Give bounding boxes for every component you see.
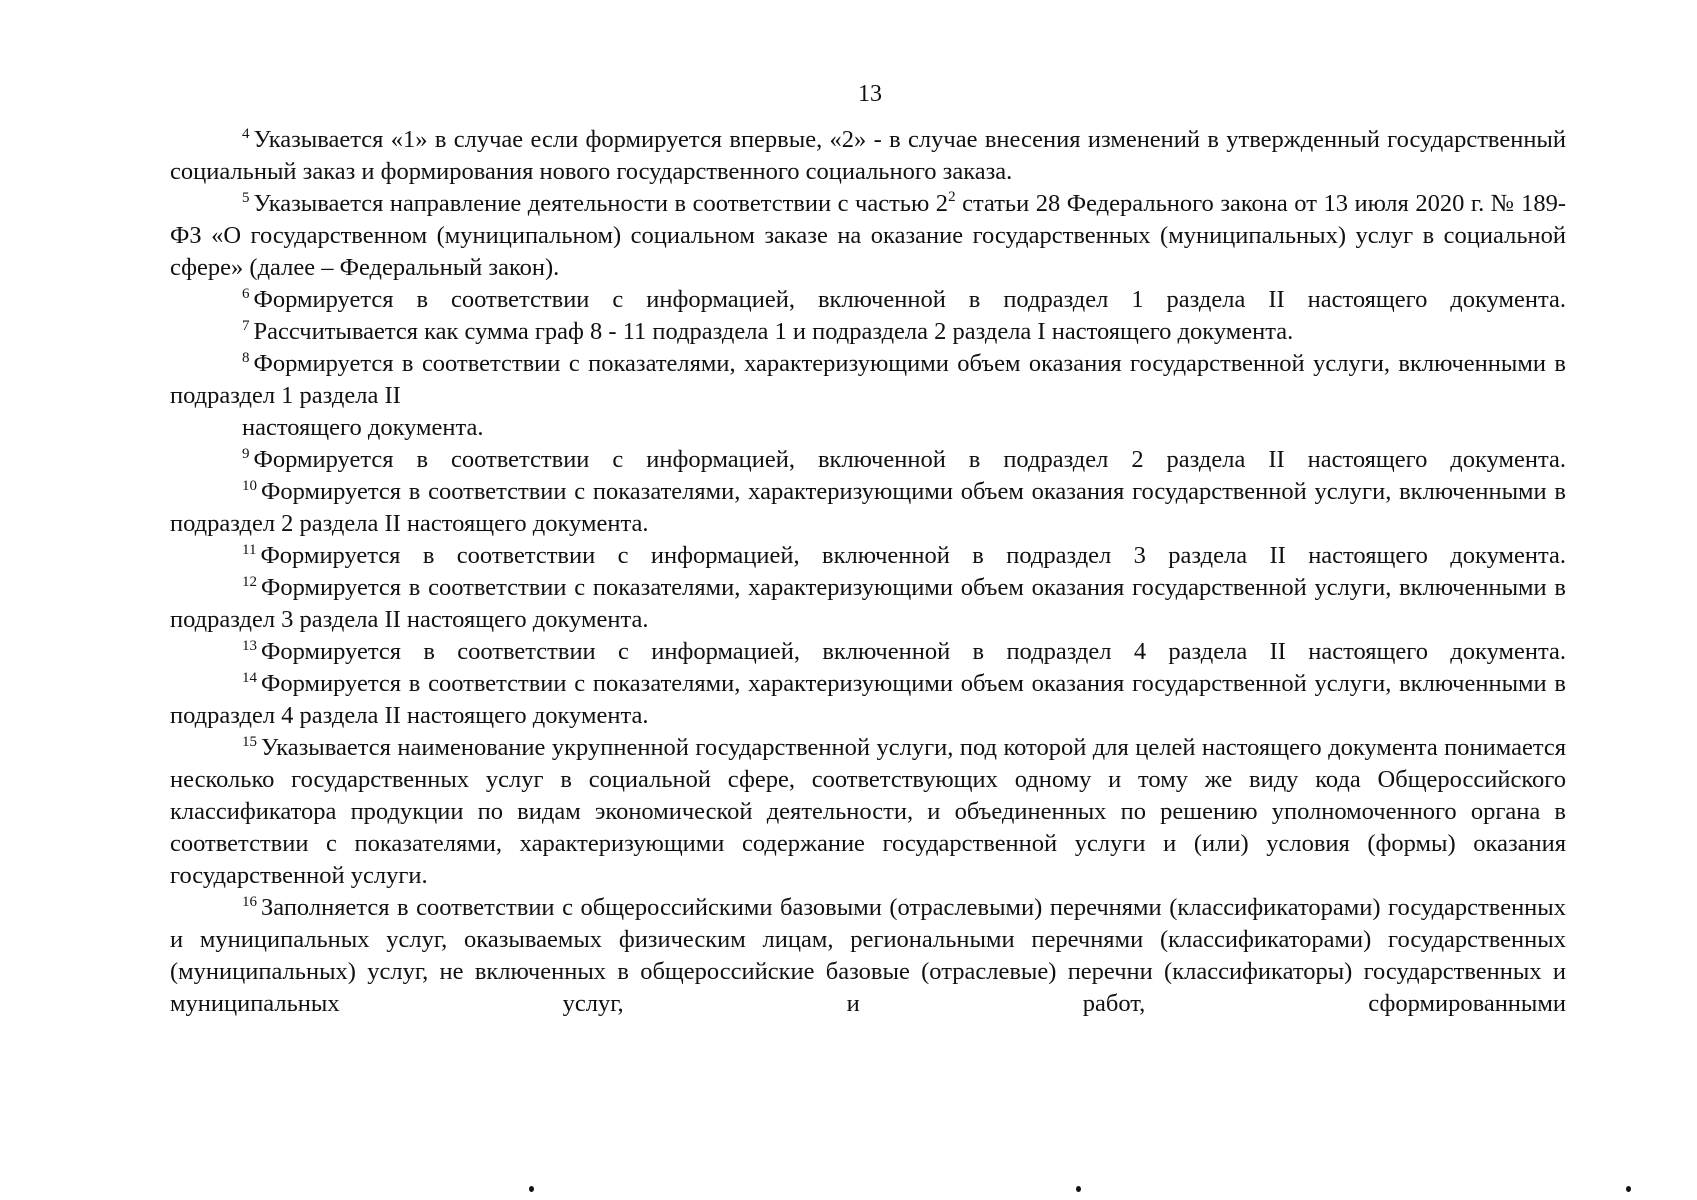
footnote-text: Формируется в соответствии с информацией, включенной в подраздел 3 раздела II настоящего документа. — [260, 542, 1566, 569]
scan-dot — [529, 1186, 534, 1192]
footnote-7 — [170, 316, 1566, 348]
footnote-marker: 8 — [242, 350, 250, 366]
footnote-marker: 13 — [242, 638, 257, 654]
footnote-9 — [170, 444, 1566, 476]
footnote-text: статьи 28 Федерального закона от 13 июля 2020 г. № 189-ФЗ «О государственном (муниципальном) социальном заказе на оказание государственных (муниципальных) услуг в социальной сфере» (далее – Федеральный закон). — [170, 190, 1566, 281]
scan-dot — [1076, 1186, 1081, 1192]
footnote-marker: 7 — [242, 318, 250, 334]
footnote-8 — [170, 348, 1566, 412]
footnote-text: Формируется в соответствии с информацией, включенной в подраздел 2 раздела II настоящего документа. — [253, 446, 1566, 473]
footnote-text: Указывается наименование укрупненной государственной услуги, под которой для целей настоящего документа понимается несколько государственных услуг в социальной сфере, соответствующих одному и тому же виду кода Общероссийского классификатора продукции по видам экономической деятельности, и объединенных по решению уполномоченного органа в соответствии с показателями, характеризующими содержание государственной услуги и (или) условия (формы) оказания государственной услуги. — [170, 734, 1566, 889]
footnote-10 — [170, 476, 1566, 540]
footnote-15 — [170, 732, 1566, 892]
footnote-text: Указывается «1» в случае если формируется впервые, «2» - в случае внесения изменений в утвержденный государственный социальный заказ и формирования нового государственного социального заказа. — [170, 126, 1566, 185]
footnote-text: Формируется в соответствии с показателями, характеризующими объем оказания государственной услуги, включенными в подраздел 4 раздела II настоящего документа. — [170, 670, 1566, 729]
superscript-number: 2 — [948, 189, 956, 205]
footnote-6 — [170, 284, 1566, 316]
footnote-text: Формируется в соответствии с показателями, характеризующими объем оказания государственной услуги, включенными в подраздел 3 раздела II настоящего документа. — [170, 574, 1566, 633]
footnote-marker: 16 — [242, 894, 257, 910]
footnote-text: Формируется в соответствии с показателями, характеризующими объем оказания государственной услуги, включенными в подраздел 1 раздела II — [170, 350, 1566, 409]
footnote-marker: 10 — [242, 478, 257, 494]
footnote-text: Заполняется в соответствии с общероссийскими базовыми (отраслевыми) перечнями (классификаторами) государственных и муниципальных услуг, оказываемых физическим лицам, региональными перечнями (классификаторами) государственных (муниципальных) услуг, не включенных в общероссийские базовые (отраслевые) перечни (классификаторы) государственных и муниципальных услуг, и работ, сформированными — [170, 894, 1566, 1017]
footnote-marker: 11 — [242, 542, 257, 558]
footnote-4 — [170, 124, 1566, 188]
footnote-text: Формируется в соответствии с показателями, характеризующими объем оказания государственной услуги, включенными в подраздел 2 раздела II настоящего документа. — [170, 478, 1566, 537]
footnote-5 — [170, 188, 1566, 284]
footnote-text: Формируется в соответствии с информацией, включенной в подраздел 4 раздела II настоящего документа. — [261, 638, 1566, 665]
page-number: 13 — [858, 81, 882, 107]
footnotes-list — [170, 124, 1566, 1020]
footnote-marker: 5 — [242, 190, 250, 206]
footnote-text: Указывается направление деятельности в соответствии с частью 2 — [253, 190, 949, 217]
scan-dot — [1626, 1186, 1631, 1192]
footnote-16 — [170, 892, 1566, 1020]
footnote-12 — [170, 572, 1566, 636]
footnote-marker: 9 — [242, 446, 250, 462]
footnote-text: Рассчитывается как сумма граф 8 - 11 подраздела 1 и подраздела 2 раздела I настоящего документа. — [253, 318, 1294, 345]
footnote-marker: 4 — [242, 126, 250, 142]
footnote-14 — [170, 668, 1566, 732]
footnote-13 — [170, 636, 1566, 668]
footnote-marker: 14 — [242, 670, 257, 686]
footnote-text: Формируется в соответствии с информацией, включенной в подраздел 1 раздела II настоящего документа. — [253, 286, 1566, 313]
footnote-8-continuation: настоящего документа. — [242, 414, 484, 441]
footnote-marker: 15 — [242, 734, 257, 750]
footnote-11 — [170, 540, 1566, 572]
footnote-marker: 6 — [242, 286, 250, 302]
footnote-marker: 12 — [242, 574, 257, 590]
